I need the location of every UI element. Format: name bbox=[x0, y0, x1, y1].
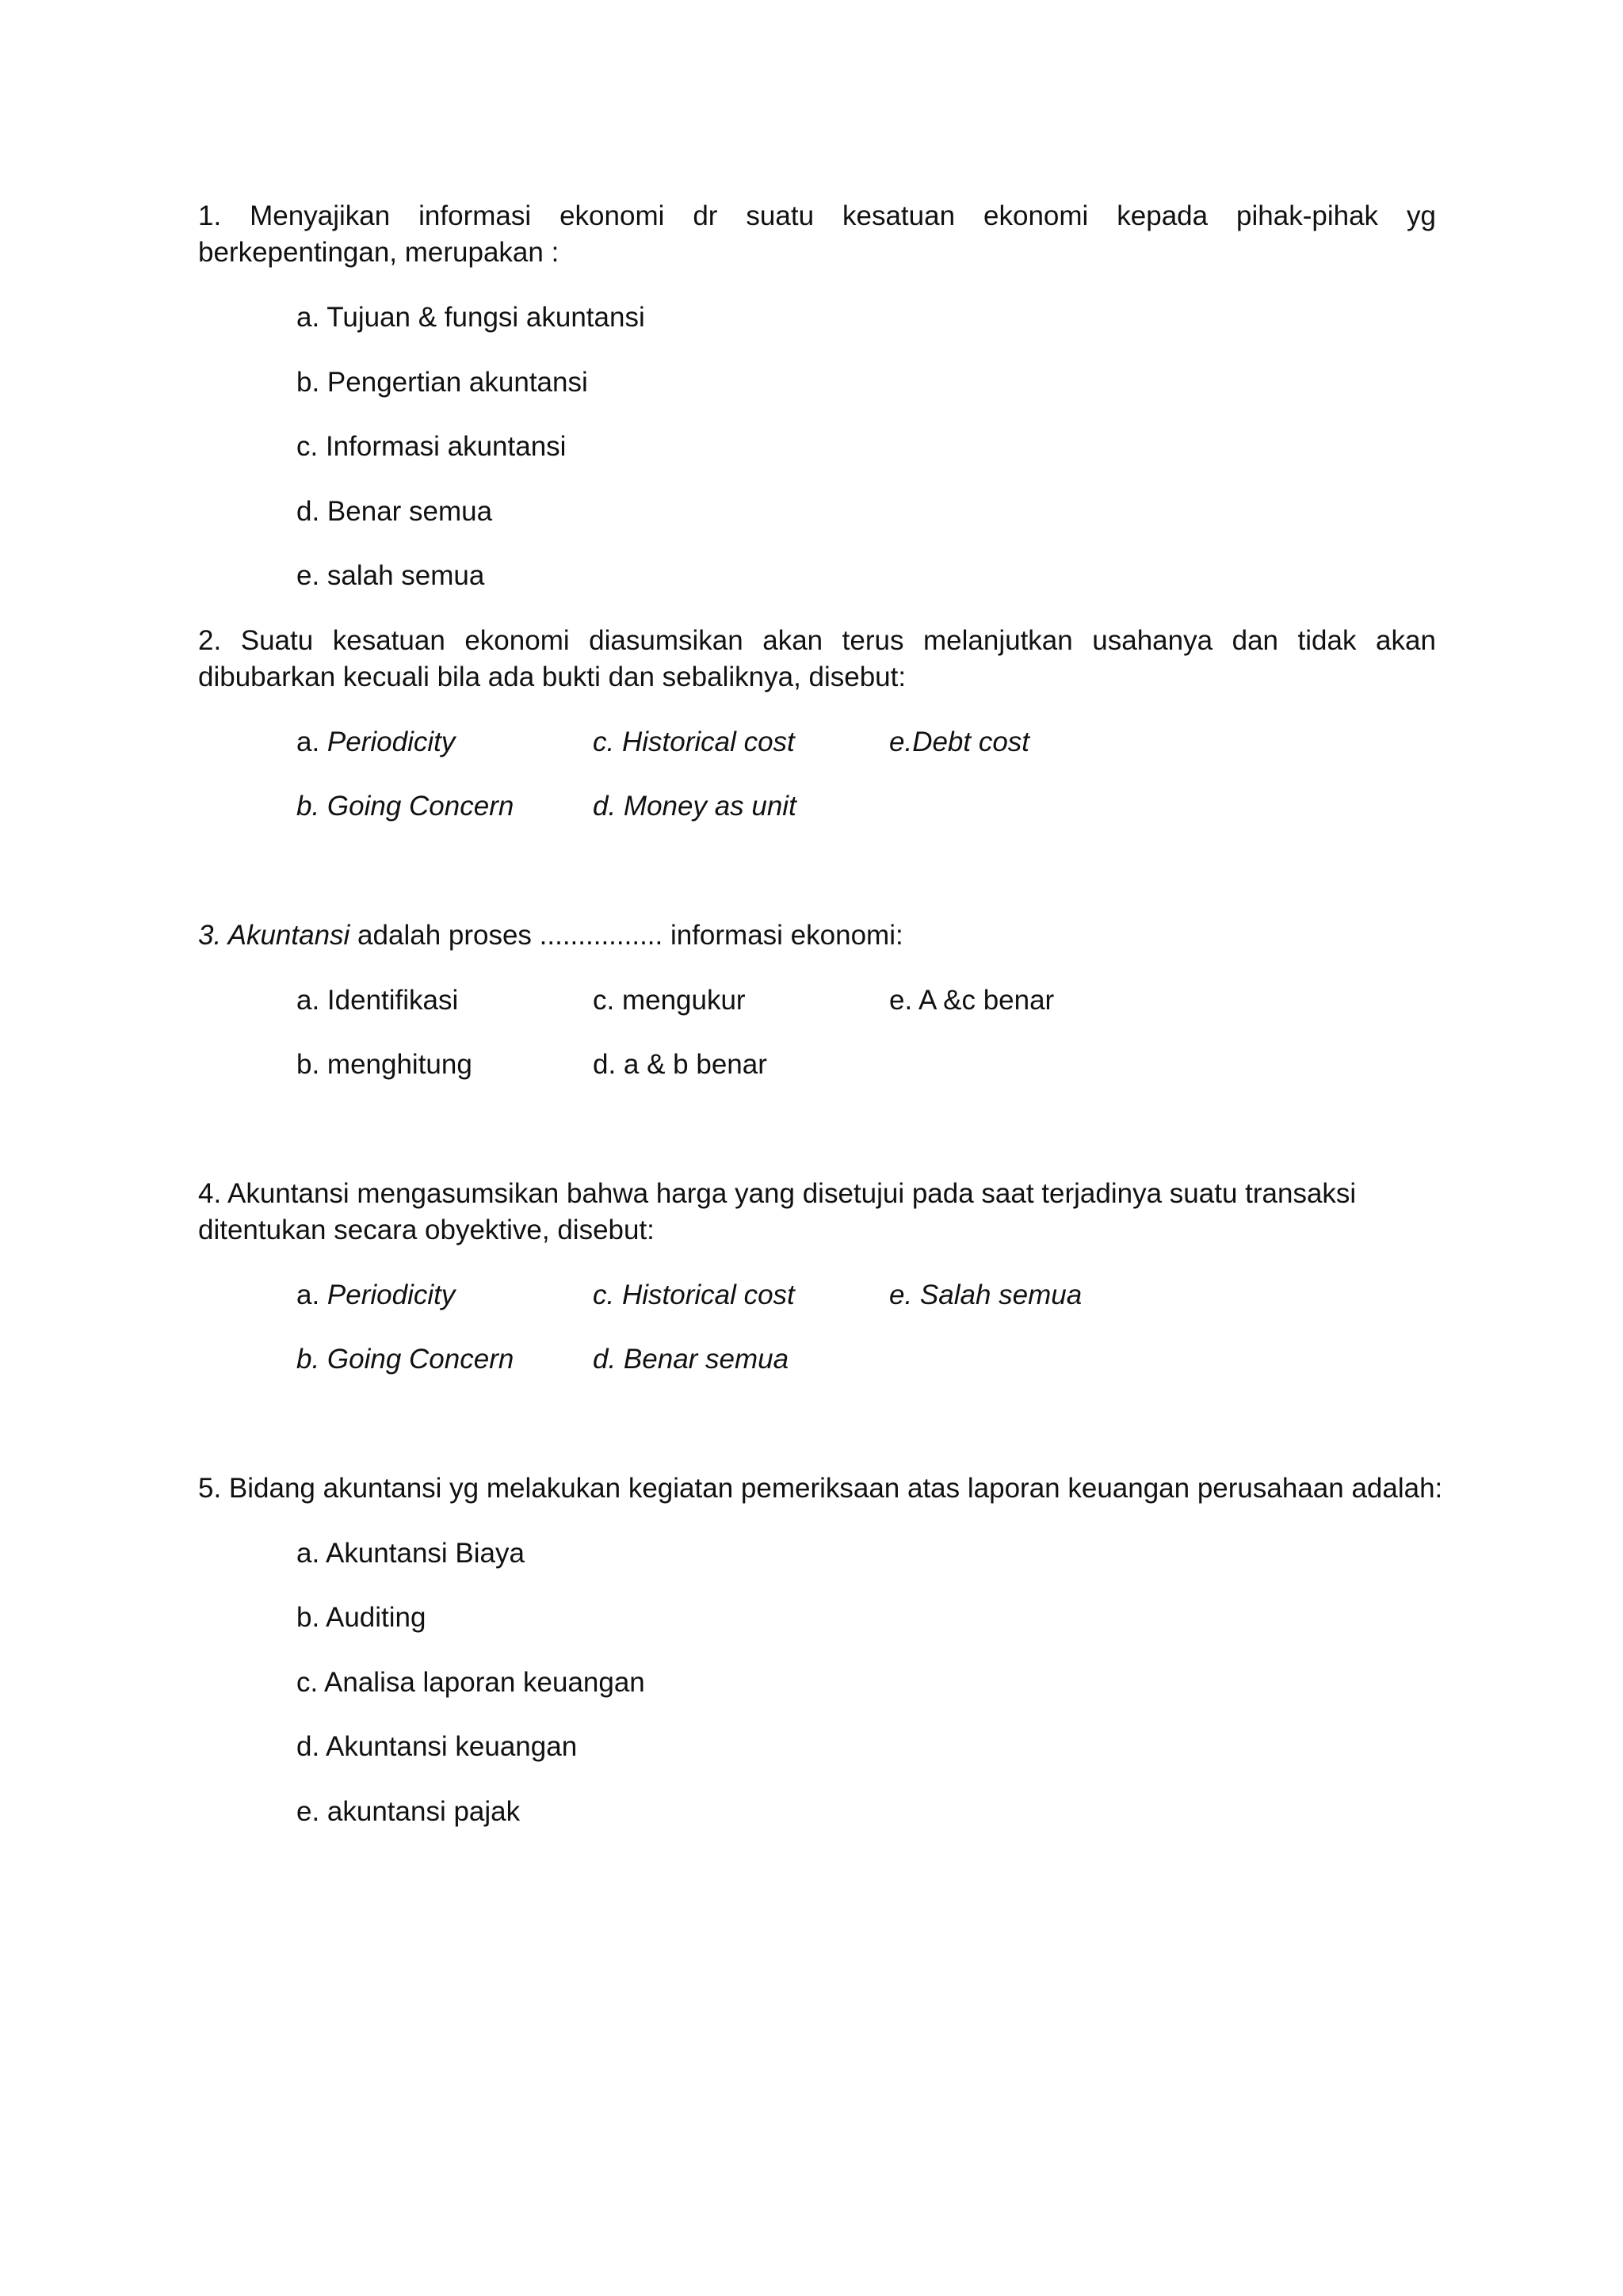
word: ekonomi bbox=[983, 200, 1089, 231]
word: akan bbox=[1376, 625, 1436, 656]
option-text: Periodicity bbox=[327, 727, 456, 757]
question-4-line-1: 4. Akuntansi mengasumsikan bahwa harga yang disetujui pada saat terjadinya suatu transaksi bbox=[198, 1178, 1357, 1209]
word: yg bbox=[1407, 200, 1436, 231]
question-4-option-d: d. Benar semua bbox=[593, 1344, 789, 1375]
word: pihak-pihak bbox=[1236, 200, 1379, 231]
question-2-option-e: e.Debt cost bbox=[889, 727, 1030, 757]
question-3-line-1 bbox=[198, 917, 903, 954]
option-text: Periodicity bbox=[327, 1280, 456, 1310]
question-5-option-c: c. Analisa laporan keuangan bbox=[296, 1667, 645, 1698]
word: tidak bbox=[1297, 625, 1357, 656]
question-4-option-e: e. Salah semua bbox=[889, 1280, 1083, 1310]
word: ekonomi bbox=[464, 625, 570, 656]
question-1-option-d: d. Benar semua bbox=[296, 496, 493, 527]
question-3-option-a: a. Identifikasi bbox=[296, 985, 459, 1016]
word: Menyajikan bbox=[250, 200, 391, 231]
word: Suatu bbox=[240, 625, 314, 656]
question-3-prefix: 3. Akuntansi bbox=[198, 920, 350, 951]
word: diasumsikan bbox=[589, 625, 743, 656]
question-1-option-c: c. Informasi akuntansi bbox=[296, 431, 567, 462]
word: informasi bbox=[418, 200, 532, 231]
question-4-option-a bbox=[296, 1277, 455, 1314]
question-5-option-e: e. akuntansi pajak bbox=[296, 1796, 521, 1827]
word: ekonomi bbox=[559, 200, 665, 231]
question-3-option-d: d. a & b benar bbox=[593, 1049, 767, 1080]
question-5-option-d: d. Akuntansi keuangan bbox=[296, 1731, 578, 1762]
question-3-option-e: e. A &c benar bbox=[889, 985, 1055, 1016]
question-1-option-a: a. Tujuan & fungsi akuntansi bbox=[296, 302, 645, 333]
word: kepada bbox=[1117, 200, 1209, 231]
question-2-option-c: c. Historical cost bbox=[593, 727, 795, 757]
word: terus bbox=[842, 625, 904, 656]
question-3-option-c: c. mengukur bbox=[593, 985, 746, 1016]
word: melanjutkan bbox=[923, 625, 1073, 656]
word: 1. bbox=[198, 200, 222, 231]
word: akan bbox=[762, 625, 823, 656]
question-2-option-b: b. Going Concern bbox=[296, 791, 514, 822]
question-2-line-2: dibubarkan kecuali bila ada bukti dan sebaliknya, disebut: bbox=[198, 662, 907, 692]
word: 2. bbox=[198, 625, 222, 656]
question-1-line-1 bbox=[198, 198, 1436, 235]
question-3-option-b: b. menghitung bbox=[296, 1049, 472, 1080]
word: kesatuan bbox=[332, 625, 445, 656]
question-5-line-1: 5. Bidang akuntansi yg melakukan kegiatan pemeriksaan atas laporan keuangan perusahaan adalah: bbox=[198, 1473, 1443, 1504]
word: usahanya bbox=[1092, 625, 1213, 656]
word: suatu bbox=[746, 200, 815, 231]
question-4-line-2: ditentukan secara obyektive, disebut: bbox=[198, 1215, 655, 1245]
question-4-option-c: c. Historical cost bbox=[593, 1280, 795, 1310]
option-prefix: a. bbox=[296, 727, 327, 757]
question-1-option-b: b. Pengertian akuntansi bbox=[296, 367, 588, 398]
question-1-line-2: berkepentingan, merupakan : bbox=[198, 237, 559, 268]
question-2-option-d: d. Money as unit bbox=[593, 791, 796, 822]
question-5-option-b: b. Auditing bbox=[296, 1602, 426, 1633]
option-prefix: a. bbox=[296, 1280, 327, 1310]
word: dan bbox=[1232, 625, 1279, 656]
word: kesatuan bbox=[842, 200, 956, 231]
question-5-option-a: a. Akuntansi Biaya bbox=[296, 1538, 525, 1569]
question-2-option-a bbox=[296, 724, 455, 761]
word: dr bbox=[693, 200, 718, 231]
question-1-option-e: e. salah semua bbox=[296, 560, 485, 591]
question-3-text: adalah proses ................ informasi ekonomi: bbox=[349, 920, 903, 951]
question-2-line-1 bbox=[198, 623, 1436, 659]
question-4-option-b: b. Going Concern bbox=[296, 1344, 514, 1375]
